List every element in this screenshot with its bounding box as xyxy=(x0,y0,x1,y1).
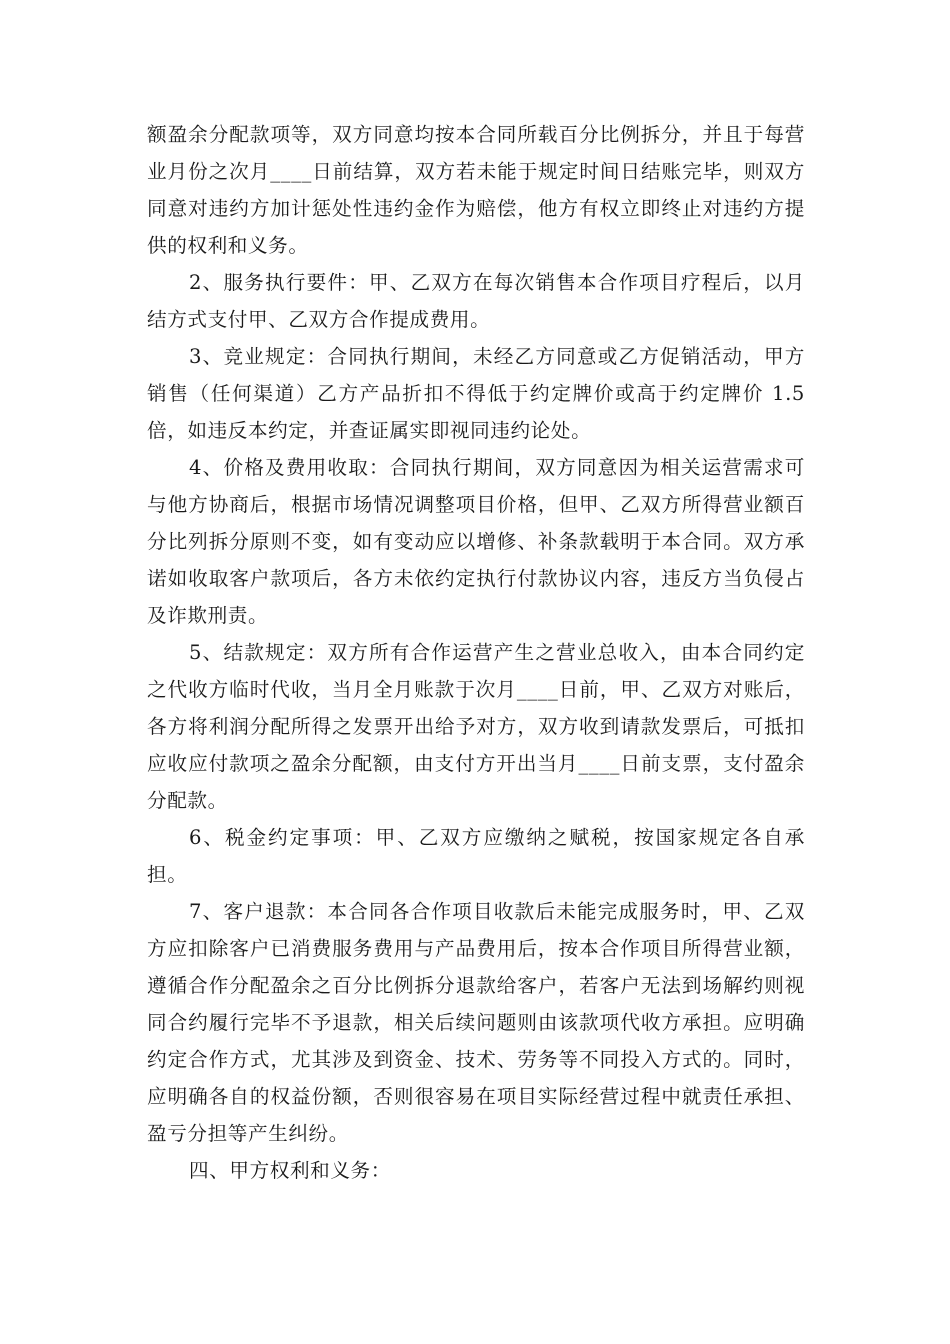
section-heading-4: 四、甲方权利和义务： xyxy=(189,1159,391,1182)
paragraph-clause-2: 2、服务执行要件：甲、乙双方在每次销售本合作项目疗程后，以月结方式支付甲、乙双方合作提成费用。 xyxy=(147,271,805,331)
document-page xyxy=(147,116,805,1189)
paragraph-continuation: 额盈余分配款项等，双方同意均按本合同所载百分比例拆分，并且于每营业月份之次月____日前结算，双方若未能于规定时间日结账完毕，则双方同意对违约方加计惩处性违约金作为赔偿，他方有权立即终止对违约方提供的权利和义务。 xyxy=(147,123,805,257)
paragraph-clause-4: 4、价格及费用收取：合同执行期间，双方同意因为相关运营需求可与他方协商后，根据市场情况调整项目价格，但甲、乙双方所得营业额百分比列拆分原则不变，如有变动应以增修、补条款载明于本合同。双方承诺如收取客户款项后，各方未依约定执行付款协议内容，违反方当负侵占及诈欺刑责。 xyxy=(147,456,805,627)
paragraph-clause-7: 7、客户退款：本合同各合作项目收款后未能完成服务时，甲、乙双方应扣除客户已消费服务费用与产品费用后，按本合作项目所得营业额，遵循合作分配盈余之百分比例拆分退款给客户，若客户无法到场解约则视同合约履行完毕不予退款，相关后续问题则由该款项代收方承担。应明确约定合作方式，尤其涉及到资金、技术、劳务等不同投入方式的。同时，应明确各自的权益份额，否则很容易在项目实际经营过程中就责任承担、盈亏分担等产生纠纷。 xyxy=(147,900,805,1145)
paragraph-clause-6: 6、税金约定事项：甲、乙双方应缴纳之赋税，按国家规定各自承担。 xyxy=(147,826,805,886)
paragraph-clause-5: 5、结款规定：双方所有合作运营产生之营业总收入，由本合同约定之代收方临时代收，当月全月账款于次月____日前，甲、乙双方对账后，各方将利润分配所得之发票开出给予对方，双方收到请款发票后，可抵扣应收应付款项之盈余分配额，由支付方开出当月____日前支票，支付盈余分配款。 xyxy=(147,641,805,812)
paragraph-clause-3: 3、竞业规定：合同执行期间，未经乙方同意或乙方促销活动，甲方销售（任何渠道）乙方产品折扣不得低于约定牌价或高于约定牌价 1.5 倍，如违反本约定，并查证属实即视同违约论处。 xyxy=(147,345,805,442)
